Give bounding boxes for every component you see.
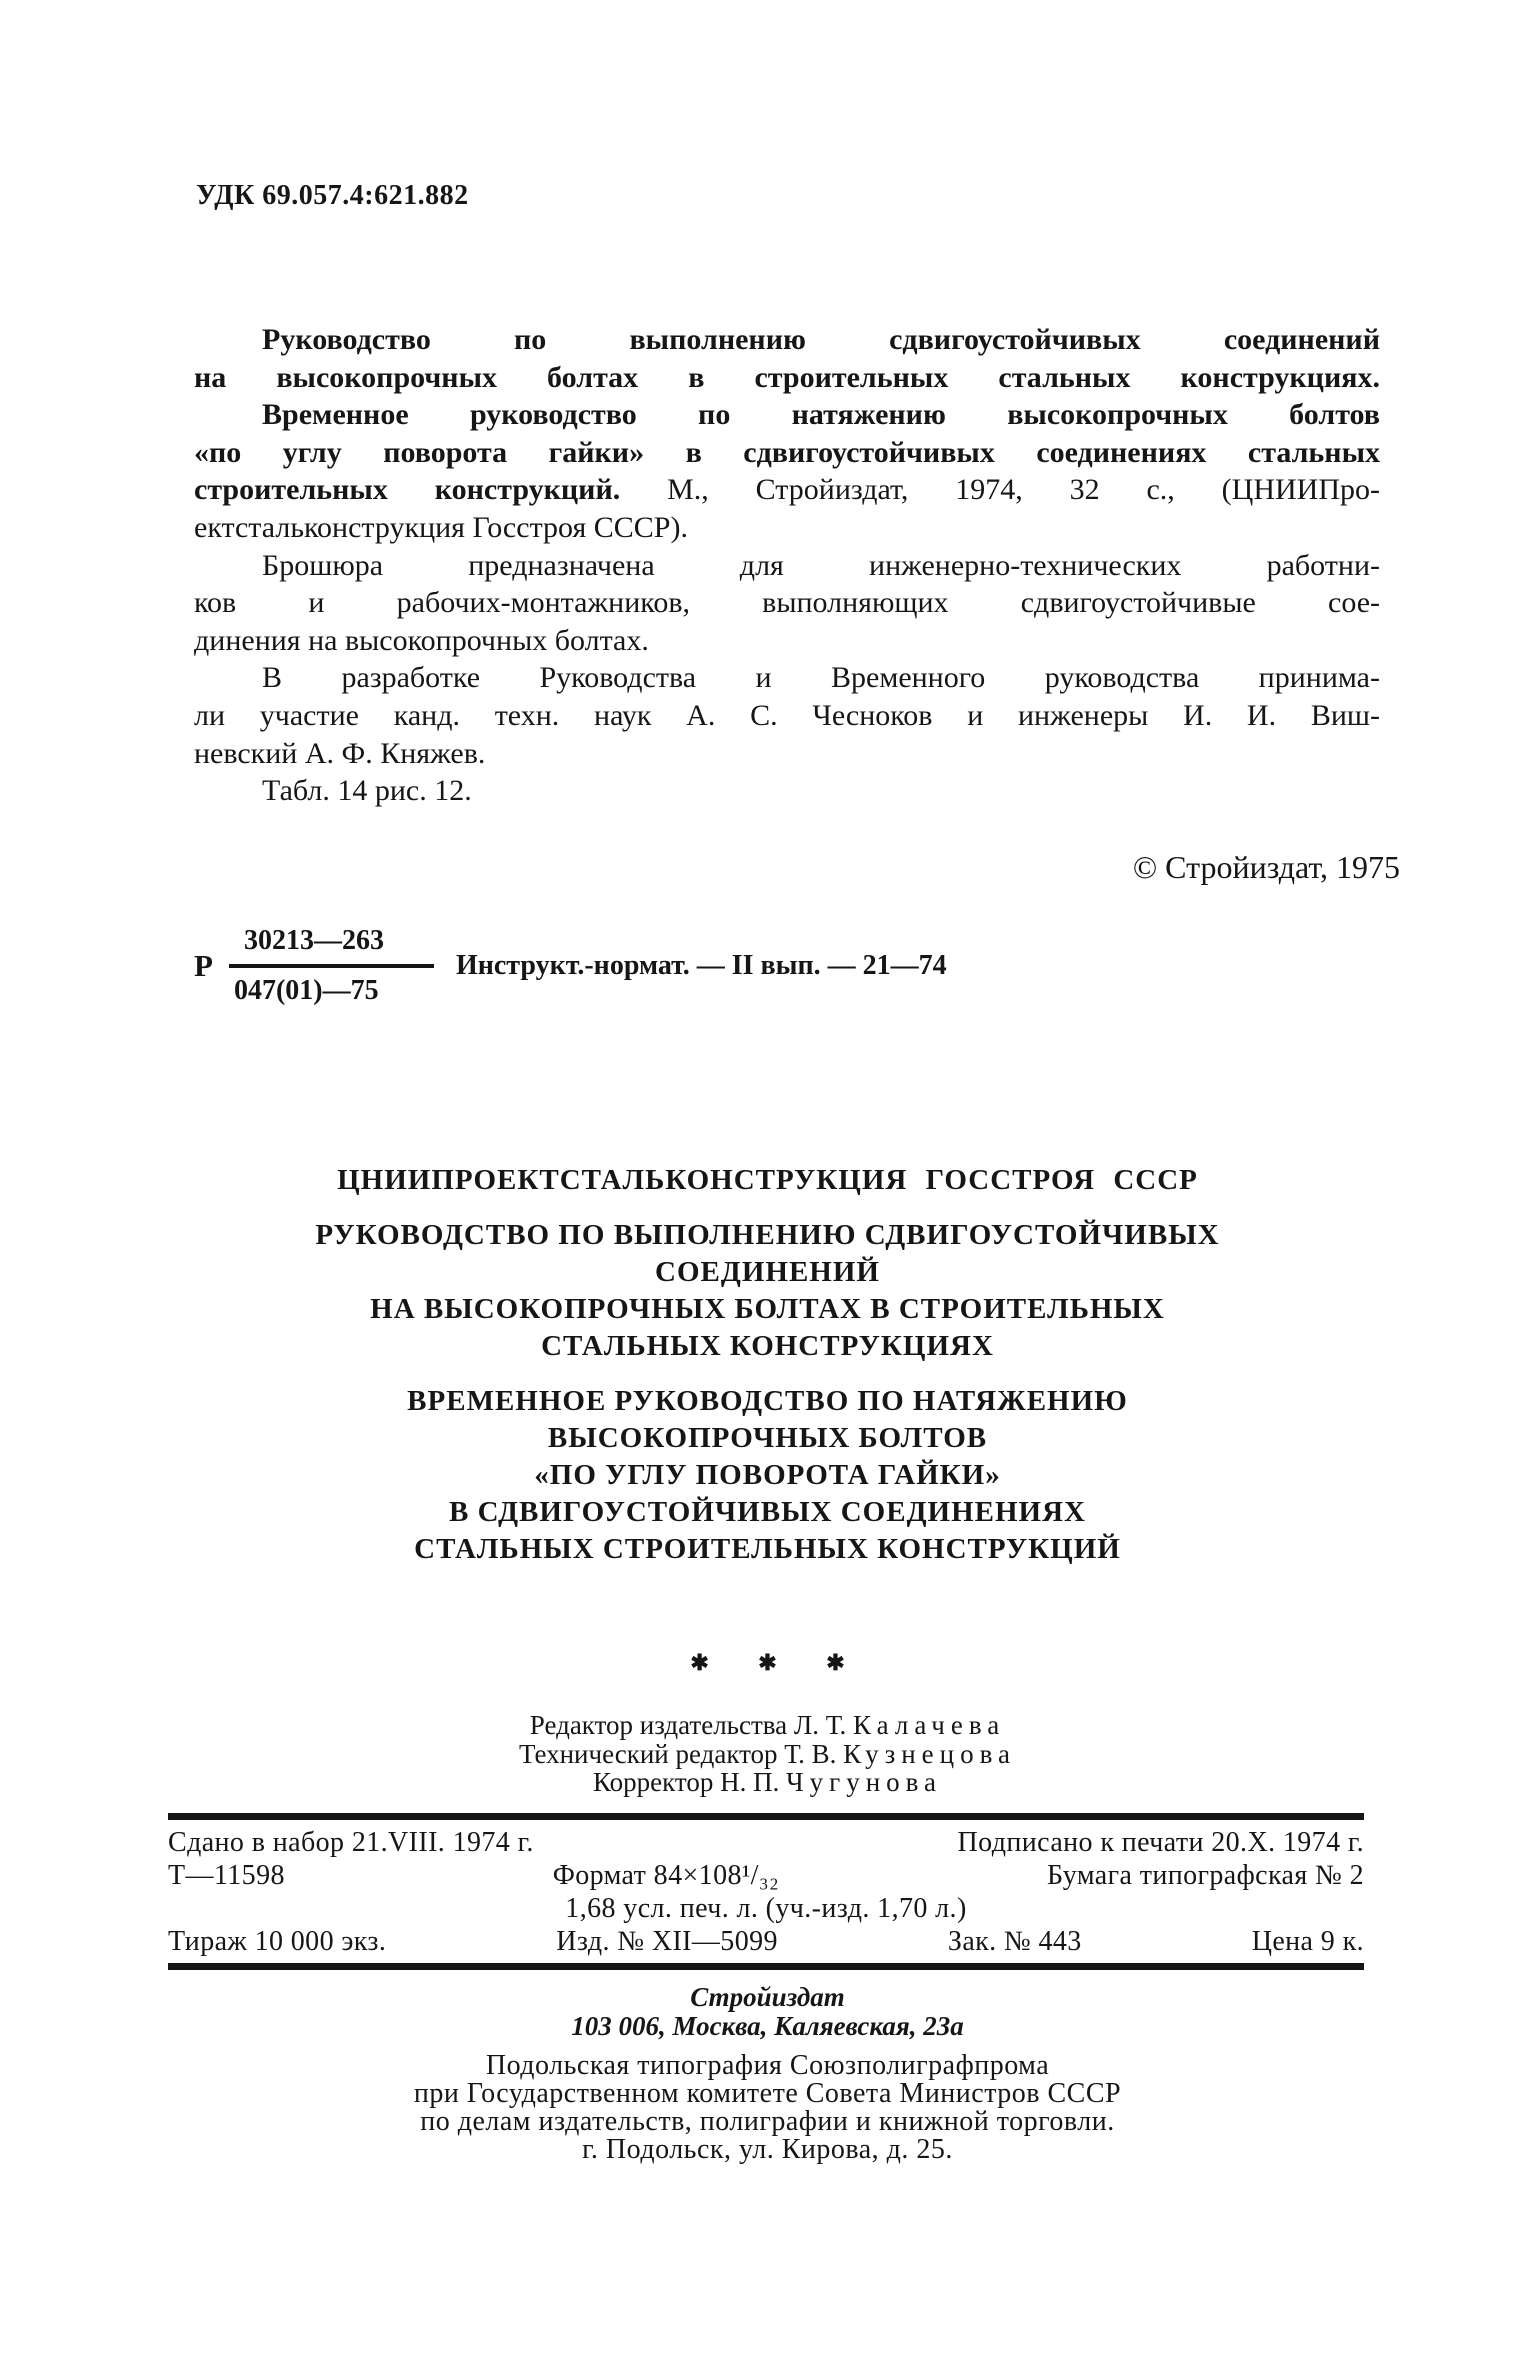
catalog-letter: Р [194, 948, 213, 983]
annotation-line [194, 321, 1380, 359]
catalog-fraction-numerator: 30213—263 [229, 925, 434, 968]
title-line: В СДВИГОУСТОЙЧИВЫХ СОЕДИНЕНИЯХ [448, 1496, 1086, 1528]
publisher-address: 103 006, Москва, Каляевская, 23а [571, 2011, 964, 2041]
order-code: Т—11598 [168, 1860, 285, 1891]
text-run: ли участие канд. техн. наук А. С. Чесноков и инженеры И. И. Виш- [194, 698, 1380, 732]
annotation-line [194, 471, 1380, 509]
annotation-line [194, 547, 1380, 585]
annotation-line [194, 772, 1380, 810]
price: Цена 9 к. [1251, 1926, 1364, 1957]
editor-line [0, 1711, 1535, 1740]
catalog-fraction-denominator: 047(01)—75 [233, 975, 379, 1006]
text-run: ков и рабочих-монтажников, выполняющих сдвигоустойчивые сое- [194, 586, 1380, 620]
imprint-row-4 [168, 1925, 1364, 1958]
secondary-title [0, 1383, 1535, 1568]
order-number: Зак. № 443 [947, 1926, 1082, 1957]
text-run: строительных конструкций. [194, 473, 668, 507]
title-line: РУКОВОДСТВО ПО ВЫПОЛНЕНИЮ СДВИГОУСТОЙЧИВЫХ [315, 1219, 1220, 1251]
text-run: Брошюра предназначена для инженерно-технических работни- [262, 548, 1380, 582]
title-line: СТАЛЬНЫХ КОНСТРУКЦИЯХ [541, 1330, 994, 1362]
annotation-line [194, 697, 1380, 735]
text-run: ектстальконструкция Госстроя СССР). [194, 510, 688, 544]
printing-house-line: г. Подольск, ул. Кирова, д. 25. [582, 2134, 953, 2165]
horizontal-rule-bottom [168, 1963, 1364, 1970]
annotation-line [194, 659, 1380, 697]
section-ornament: ✱ ✱ ✱ [690, 1650, 867, 1675]
udk-code: УДК 69.057.4:621.882 [196, 180, 469, 211]
organization-name: ЦНИИПРОЕКТСТАЛЬКОНСТРУКЦИЯ ГОССТРОЯ СССР [337, 1164, 1198, 1196]
title-line: ВРЕМЕННОЕ РУКОВОДСТВО ПО НАТЯЖЕНИЮ [407, 1385, 1128, 1417]
title-line: НА ВЫСОКОПРОЧНЫХ БОЛТАХ В СТРОИТЕЛЬНЫХ [370, 1293, 1165, 1325]
annotation-line [194, 359, 1380, 397]
editor-name: Кузнецова [843, 1738, 1016, 1769]
paper-type: Бумага типографская № 2 [1047, 1860, 1364, 1891]
printing-house-line: при Государственном комитете Совета Министров СССР [413, 2078, 1122, 2109]
print-date: Подписано к печати 20.X. 1974 г. [957, 1827, 1364, 1858]
annotation-line [194, 509, 1380, 547]
typeset-date: Сдано в набор 21.VIII. 1974 г. [168, 1827, 534, 1858]
title-line: СТАЛЬНЫХ СТРОИТЕЛЬНЫХ КОНСТРУКЦИЙ [414, 1533, 1121, 1565]
text-run: В разработке Руководства и Временного руководства принима- [262, 661, 1380, 695]
editor-role: Технический редактор Т. В. [519, 1738, 837, 1769]
editor-role: Редактор издательства Л. Т. [529, 1710, 847, 1740]
printing-house-line: Подольская типография Союзполиграфпрома [485, 2050, 1050, 2081]
paper-format: Формат 84×108¹/₃₂ [552, 1860, 780, 1891]
text-run: на высокопрочных болтах в строительных стальных конструкциях. [194, 360, 1380, 394]
publisher-block [0, 1983, 1535, 2041]
imprint-row-1 [168, 1826, 1364, 1859]
editor-name: Калачева [853, 1710, 1006, 1740]
sheet-count: 1,68 усл. печ. л. (уч.-изд. 1,70 л.) [565, 1893, 967, 1924]
printing-house-line: по делам издательств, полиграфии и книжной торговли. [420, 2106, 1115, 2137]
imprint-table [168, 1813, 1364, 1970]
annotation-line [194, 622, 1380, 660]
annotation-line [194, 584, 1380, 622]
edition-number: Изд. № XII—5099 [556, 1926, 778, 1957]
imprint-row-2 [168, 1859, 1364, 1892]
horizontal-rule-top [168, 1813, 1364, 1820]
annotation-block [194, 321, 1380, 810]
editor-role: Корректор Н. П. [592, 1767, 780, 1797]
editors-block [0, 1711, 1535, 1797]
printing-house-block [0, 2052, 1535, 2164]
text-run: Табл. 14 рис. 12. [262, 774, 472, 808]
editor-line [0, 1768, 1535, 1797]
text-run: невский А. Ф. Княжев. [194, 736, 486, 770]
publisher-name: Стройиздат [690, 1982, 845, 2012]
title-block [0, 1162, 1535, 1568]
main-title [0, 1217, 1535, 1365]
copyright-notice: © Стройиздат, 1975 [1132, 849, 1400, 885]
editor-line [0, 1740, 1535, 1769]
editor-name: Чугунова [786, 1767, 943, 1797]
print-run: Тираж 10 000 экз. [168, 1926, 387, 1957]
catalog-series-note: Инструкт.-нормат. — II вып. — 21—74 [455, 950, 947, 981]
title-line: ВЫСОКОПРОЧНЫХ БОЛТОВ [547, 1422, 988, 1454]
annotation-line [194, 434, 1380, 472]
text-run: Руководство по выполнению сдвигоустойчивых соединений [262, 323, 1380, 356]
title-line: СОЕДИНЕНИЙ [655, 1256, 880, 1288]
imprint-row-3 [168, 1892, 1364, 1925]
text-run: М., Стройиздат, 1974, 32 с., (ЦНИИПро- [667, 473, 1380, 507]
annotation-line [194, 396, 1380, 434]
annotation-line [194, 735, 1380, 773]
title-line: «ПО УГЛУ ПОВОРОТА ГАЙКИ» [534, 1459, 1001, 1491]
text-run: динения на высокопрочных болтах. [194, 623, 649, 657]
text-run: Временное руководство по натяжению высокопрочных болтов [262, 398, 1380, 432]
catalog-fraction [229, 925, 434, 1007]
text-run: «по углу поворота гайки» в сдвигоустойчивых соединениях стальных [194, 435, 1380, 469]
catalog-index [194, 925, 947, 1007]
